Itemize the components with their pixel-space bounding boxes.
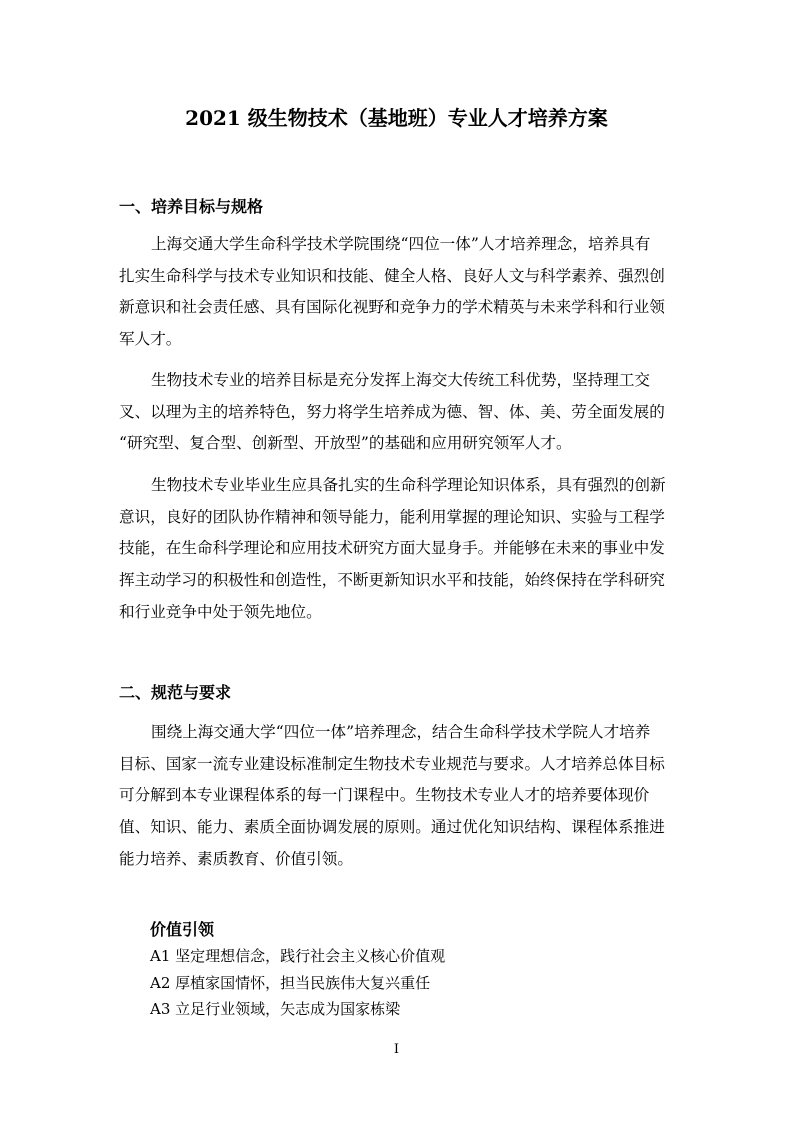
text-line: 挥主动学习的积极性和创造性，不断更新知识水平和技能，始终保持在学科研究 bbox=[119, 571, 665, 590]
text-line: 和行业竞争中处于领先地位。 bbox=[119, 602, 322, 621]
text-line: 意识，良好的团队协作精神和领导能力，能利用掌握的理论知识、实验与工程学 bbox=[119, 507, 665, 526]
text-line: 能力培养、素质教育、价值引领。 bbox=[119, 849, 353, 868]
page-number: I bbox=[393, 1042, 400, 1057]
paragraph-requirements bbox=[119, 717, 682, 876]
text-line: 值、知识、能力、素质全面协调发展的原则。通过优化知识结构、课程体系推进 bbox=[119, 818, 665, 837]
values-list bbox=[150, 943, 445, 1023]
values-heading: 价值引领 bbox=[150, 920, 215, 939]
text-line: 围绕上海交通大学“四位一体”培养理念，结合生命科学技术学院人才培养 bbox=[151, 723, 651, 741]
section-heading-requirements: 二、规范与要求 bbox=[119, 683, 232, 702]
paragraph-goals-3 bbox=[119, 470, 682, 629]
list-item: A1 坚定理想信念，践行社会主义核心价值观 bbox=[150, 947, 446, 965]
text-line: 目标、国家一流专业建设标准制定生物技术专业规范与要求。人才培养总体目标 bbox=[119, 754, 665, 773]
text-line: 新意识和社会责任感、具有国际化视野和竞争力的学术精英与未来学科和行业领 bbox=[119, 298, 665, 317]
list-item: A2 厚植家国情怀，担当民族伟大复兴重任 bbox=[150, 973, 431, 992]
text-line: 扎实生命科学与技术专业知识和技能、健全人格、良好人文与科学素养、强烈创 bbox=[119, 266, 665, 285]
text-line: 可分解到本专业课程体系的每一门课程中。生物技术专业人才的培养要体现价 bbox=[119, 786, 650, 805]
text-line: 生物技术专业毕业生应具备扎实的生命科学理论知识体系，具有强烈的创新 bbox=[151, 476, 666, 494]
paragraph-goals-2 bbox=[119, 365, 682, 460]
text-line: 军人才。 bbox=[119, 330, 182, 349]
paragraph-goals-1 bbox=[119, 229, 682, 356]
document-title: 2021 级生物技术（基地班）专业人才培养方案 bbox=[185, 106, 608, 130]
list-item: A3 立足行业领域，矢志成为国家栋梁 bbox=[150, 1000, 401, 1018]
text-line: 叉、以理为主的培养特色，努力将学生培养成为德、智、体、美、劳全面发展的 bbox=[119, 402, 665, 421]
text-line: 上海交通大学生命科学技术学院围绕“四位一体”人才培养理念，培养具有 bbox=[151, 235, 651, 253]
text-line: “研究型、复合型、创新型、开放型”的基础和应用研究领军人才。 bbox=[119, 434, 572, 453]
text-line: 技能，在生命科学理论和应用技术研究方面大显身手。并能够在未来的事业中发 bbox=[119, 539, 665, 558]
section-heading-goals: 一、培养目标与规格 bbox=[119, 197, 264, 216]
text-line: 生物技术专业的培养目标是充分发挥上海交大传统工科优势，坚持理工交 bbox=[151, 371, 651, 389]
